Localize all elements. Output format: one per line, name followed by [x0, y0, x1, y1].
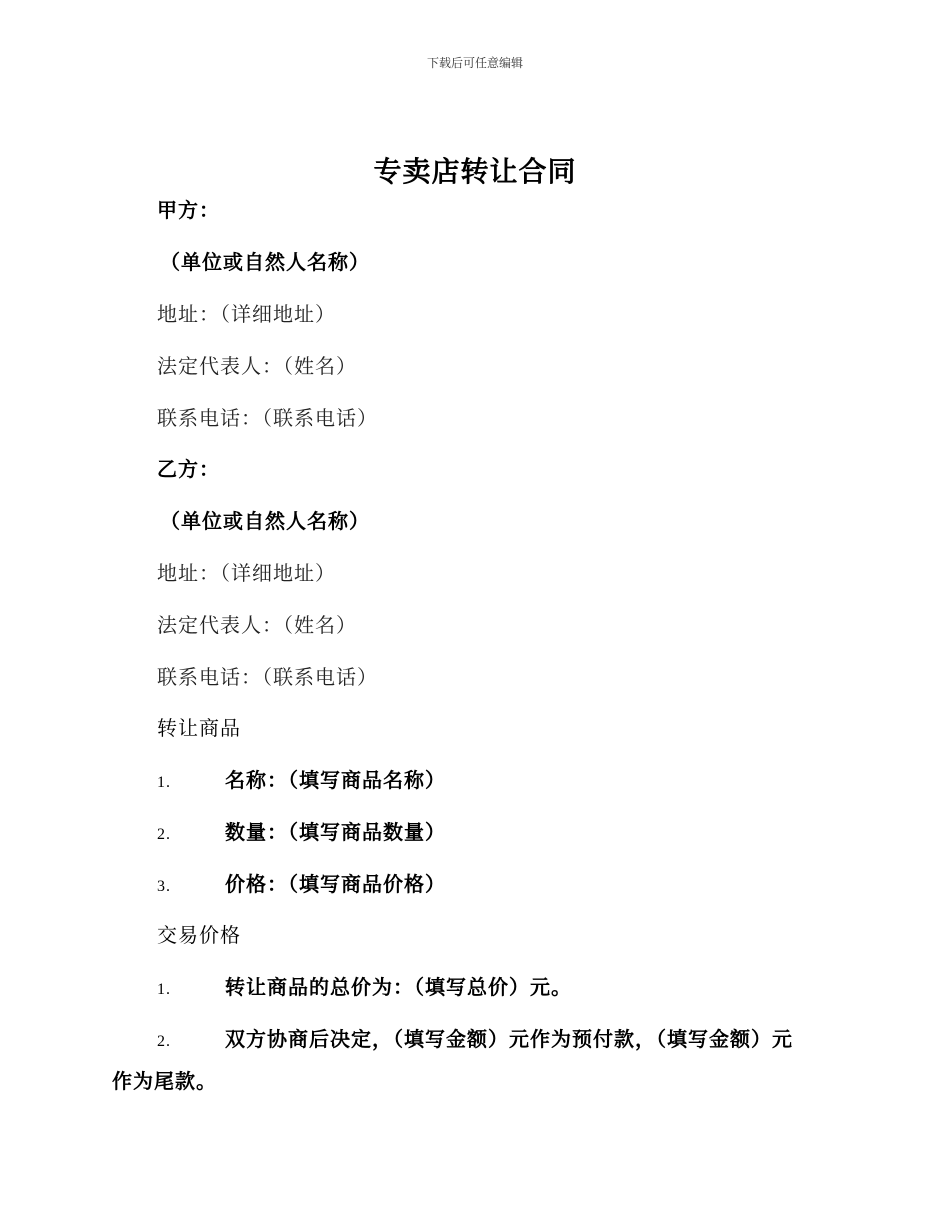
party-a-representative: 法定代表人：（姓名） — [157, 354, 357, 378]
party-a-name: （单位或自然人名称） — [160, 250, 370, 274]
party-a-label: 甲方： — [157, 198, 220, 222]
party-a-phone: 联系电话：（联系电话） — [157, 406, 378, 430]
price-heading: 交易价格 — [157, 923, 241, 947]
price-item-text: 双方协商后决定，（填写金额）元作为预付款，（填写金额）元 — [225, 1027, 793, 1051]
goods-item-text: 名称：（填写商品名称） — [225, 768, 446, 792]
party-b-address: 地址：（详细地址） — [157, 561, 336, 585]
price-item — [157, 1025, 793, 1056]
party-b-representative: 法定代表人：（姓名） — [157, 613, 357, 637]
party-b-label: 乙方： — [157, 457, 220, 481]
price-item — [157, 973, 572, 1004]
goods-item — [157, 870, 446, 901]
goods-item — [157, 818, 446, 849]
goods-heading: 转让商品 — [157, 716, 241, 740]
party-a-address: 地址：（详细地址） — [157, 302, 336, 326]
price-item-number: 2. — [157, 1033, 171, 1050]
goods-item-number: 2. — [157, 826, 171, 843]
price-item-text: 转让商品的总价为：（填写总价）元。 — [225, 975, 572, 999]
document-title: 专卖店转让合同 — [373, 155, 577, 188]
goods-item-text: 价格：（填写商品价格） — [225, 872, 446, 896]
price-item-continuation: 作为尾款。 — [112, 1069, 217, 1093]
goods-item-number: 1. — [157, 774, 171, 791]
header-note: 下载后可任意编辑 — [426, 56, 523, 70]
party-b-phone: 联系电话：（联系电话） — [157, 665, 378, 689]
party-b-name: （单位或自然人名称） — [160, 509, 370, 533]
goods-item-text: 数量：（填写商品数量） — [225, 820, 446, 844]
goods-item — [157, 766, 446, 797]
goods-item-number: 3. — [157, 878, 171, 895]
price-item-number: 1. — [157, 981, 171, 998]
